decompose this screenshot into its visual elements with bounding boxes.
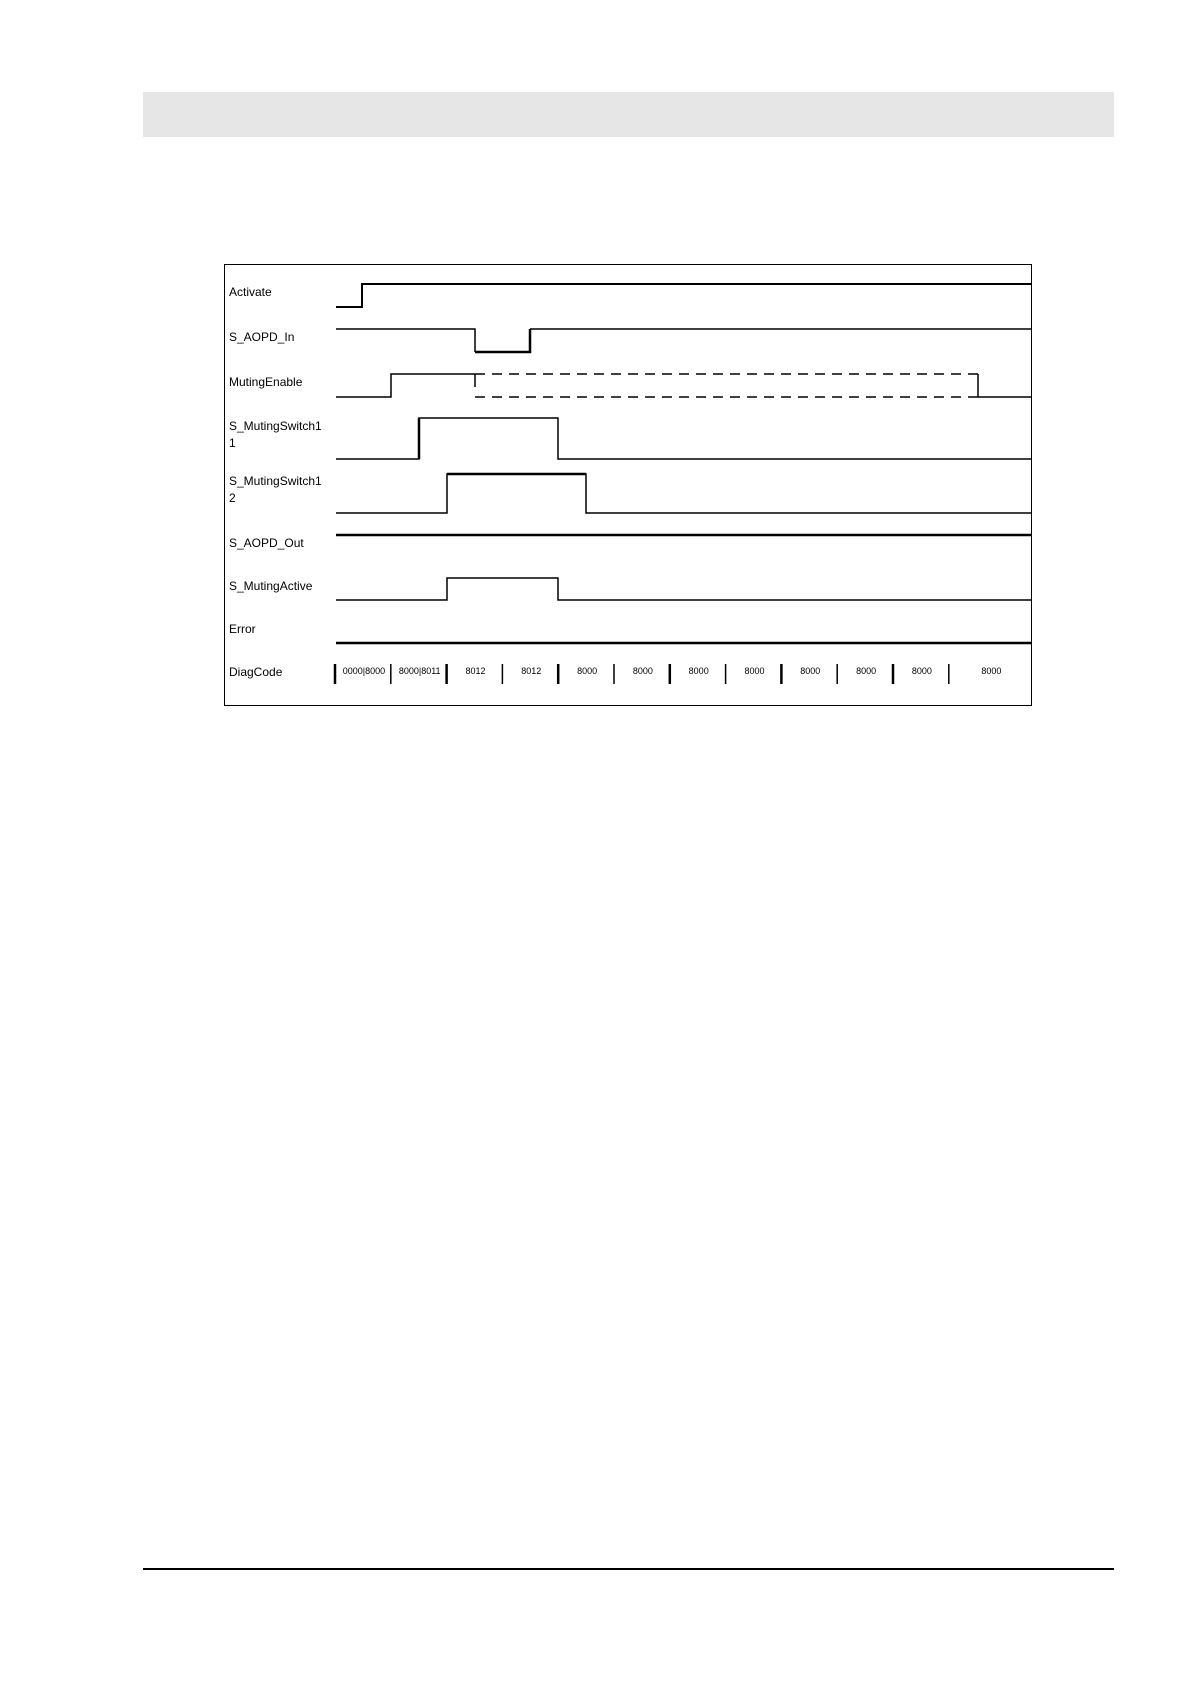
waveform-muting-enable bbox=[336, 374, 475, 397]
diagcode-value: 8000 bbox=[744, 666, 765, 676]
signal-label-s-mutingswitch11: S_MutingSwitch1 1 bbox=[229, 419, 322, 450]
signal-label-activate: Activate bbox=[229, 285, 272, 299]
diagcode-value: 8012 bbox=[521, 666, 542, 676]
diagcode-value: 8012 bbox=[465, 666, 486, 676]
signal-label-muting-enable: MutingEnable bbox=[229, 375, 303, 389]
diagcode-value: 8000 bbox=[577, 666, 598, 676]
waveform-s-aopd-in-dip bbox=[475, 329, 530, 352]
diagcode-value: 0000|8000 bbox=[342, 666, 386, 676]
signal-label-s-mutingactive: S_MutingActive bbox=[229, 579, 313, 593]
waveform-muting-enable-edges bbox=[475, 374, 978, 397]
waveform-activate bbox=[336, 284, 1032, 307]
page-footer-rule bbox=[143, 1568, 1114, 1570]
diagcode-value: 8000 bbox=[981, 666, 1002, 676]
signal-label-s-aopd-out: S_AOPD_Out bbox=[229, 536, 304, 550]
waveform-s-aopd-in-left bbox=[336, 329, 475, 352]
signal-label-s-mutingswitch12: S_MutingSwitch1 2 bbox=[229, 474, 322, 505]
waveform-s-mutingswitch12 bbox=[336, 474, 1032, 513]
signal-label-error: Error bbox=[229, 622, 256, 636]
diagcode-value: 8000|8011 bbox=[398, 666, 441, 676]
diagcode-value: 8000 bbox=[911, 666, 932, 676]
diagcode-value: 8000 bbox=[632, 666, 653, 676]
diagcode-value: 8000 bbox=[688, 666, 709, 676]
waveform-muting-enable-undefined bbox=[475, 374, 978, 397]
diagcode-segments bbox=[335, 664, 1001, 684]
waveform-s-mutingswitch11 bbox=[336, 418, 1032, 459]
diagcode-value: 8000 bbox=[800, 666, 821, 676]
signal-label-diagcode: DiagCode bbox=[229, 665, 283, 679]
signal-label-s-aopd-in: S_AOPD_In bbox=[229, 330, 295, 344]
waveform-s-mutingactive bbox=[336, 578, 1032, 600]
diagcode-value: 8000 bbox=[856, 666, 877, 676]
